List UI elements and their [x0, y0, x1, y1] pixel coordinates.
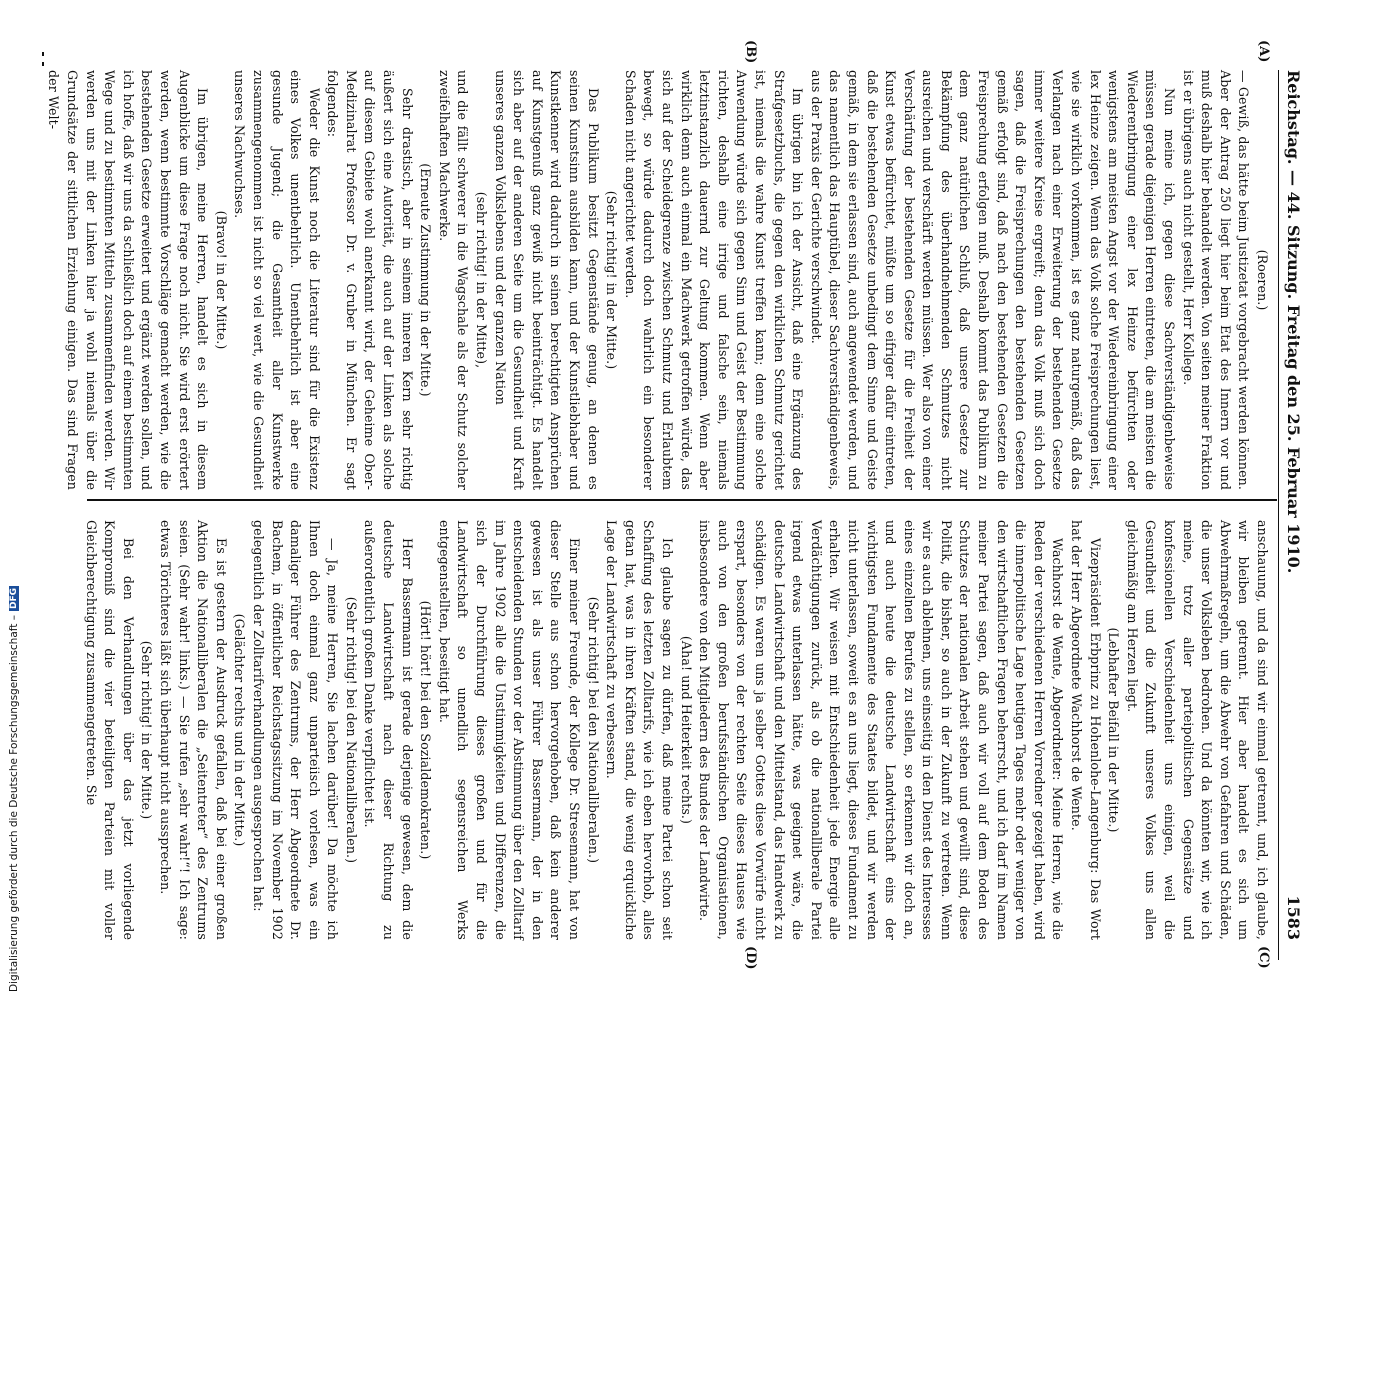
interjection: (Sehr richtig! in der Mitte.) — [604, 190, 620, 370]
margin-marker-b: (B) — [743, 40, 758, 64]
interjection: (Hört! hört! bei den Sozialdemokraten.) — [418, 600, 434, 860]
paragraph: — Gewiß, das hätte beim Justizetat vorgebracht werden können. Aber der Antrag 250 liegt hier beim Etat des Innern vor und muß deshalb hier behandelt werden. Von seiten meiner Fraktion ist er übrigens auch nicht gestellt, Herr Kollege. — [1180, 70, 1252, 490]
header-rule — [1278, 70, 1279, 960]
paragraph: — Ja, meine Herren, Sie lachen darüber! Da möchte ich Ihnen doch einmal ganz unparteiisch vorlesen, was ein damaliger Führer des Zentrums, der Herr Abgeordnete Dr. Bachem, in öffentlicher Reichstagssitzung im November 1902 gelegentlich der Zolltarifverhandlungen ausgesprochen hat: — [250, 520, 341, 940]
paragraph: Herr Bassermann ist gerade derjenige gewesen, dem die deutsche Landwirtschaft nach dieser Richtung zu außerordentlich großem Danke verpflichtet ist. — [362, 520, 415, 940]
paragraph: Im übrigen bin ich der Ansicht, daß eine Ergänzung des Strafgesetzbuchs, die gegen den wirklichen Schmutz gerichtet ist, niemals die wahre Kunst treffen kann; denn eine solche Anwendung würde sich gegen Sinn und Geist der Bestimmung richten, deshalb eine irrige und falsche sein, niemals letztinstanzlich dauernd zur Geltung kommen. Wenn aber wirklich denn auch einmal ein Machwerk getroffen würde, das sich auf der Scheidegrenze zwischen Schmutz und Erlaubtem bewegt, so würde dadurch doch wahrlich ein besonderer Schaden nicht angerichtet werden. — [622, 70, 806, 490]
margin-marker-a: (A) — [1256, 40, 1271, 63]
paragraph: anschauung, und da sind wir einmal getrennt, und, ich glaube, wir bleiben getrennt. Hier aber handelt es sich um Abwehrmaßregeln, um die Abwehr von Gefahren und Schäden, die unser Volksleben bedrohen. Und da könnten wir, wie ich meine, trotz aller parteipolitischen Gegensätze und konfessionellen Verschiedenheit uns einigen, weil die Gesundheit und die Zukunft unseres Volkes uns allen gleichmäßig am Herzen liegt. — [1124, 520, 1270, 940]
dfg-logo: DFG — [9, 588, 19, 610]
paragraph: Wachhorst de Wente, Abgeordneter: Meine Herren, wie die Reden der verschiedenen Herren Vorredner gezeigt haben, wird die innerpolitische Lage heutigen Tages mehr oder weniger von den wirtschaftlichen Fragen beherrscht, und ich darf im Namen meiner Partei sagen, daß auch wir voll auf dem Boden des Schutzes der nationalen Arbeit stehen und gewillt sind, diese Politik, die bisher, so auch in der Zukunft zu vertreten. Wenn wir es auch ablehnen, uns einseitig in den Dienst des Interesses eines einzelnen Berufes zu stellen, so erkennen wir doch an, und auch heute die deutsche Landwirtschaft eins der wichtigsten Fundamente des Staates bildet, und wir werden nicht unterlassen, soweit es an uns liegt, dieses Fundament zu erhalten. Wir weisen mit Entschiedenheit jede Energie alle Verdächtigungen zurück, als ob die nationalliberale Partei irgend etwas unterlassen hätte, was geeignet wäre, die deutsche Landwirtschaft und den Mittelstand, das Handwerk zu schädigen. Es waren uns ja selber Gottes diese Vorwürfe nicht erspart, besonders von der rechten Seite dieses Hauses wie auch von den großen berufsständischen Organisationen, insbesondere von den Mitgliedern des Bundes der Landwirte. — [697, 520, 1066, 940]
left-column — [44, 70, 1271, 490]
interjection: (Sehr richtig! in der Mitte.) — [139, 640, 155, 820]
footer-credit — [8, 0, 28, 1000]
page-number: 1583 — [1284, 895, 1304, 940]
interjection: (Sehr richtig! bei den Nationalliberalen.) — [343, 596, 359, 864]
paragraph: Ich glaube sagen zu dürfen, daß meine Partei schon seit Schaffung des letzten Zolltarifs, wie ich eben hervorhob, alles getan hat, was in ihren Kräften stand, die wenig erquickliche Lage der Landwirtschaft zu verbessern. — [604, 520, 675, 940]
margin-marker-c: (C) — [1256, 946, 1271, 969]
footer-credit-line — [8, 0, 20, 1000]
quotation: Es ist gestern der Ausdruck gefallen, daß bei einer großen Aktion die Nationalliberalen die „Seitentreter“ des Zentrums seien. (Sehr wahr! links.) — Sie rufen „sehr wahr!“! Ich sage: etwas Törichteres läßt sich überhaupt nicht aussprechen. — [157, 520, 229, 940]
speaker-announcement: Vizepräsident Erbprinz zu Hohenlohe-Langenburg: Das Wort hat der Herr Abgeordnete Wachhorst de Wente. — [1069, 520, 1103, 940]
header-title: Reichstag. — 44. Sitzung. Freitag den 25. Februar 1910. — [1284, 70, 1304, 574]
paragraph: und die fällt schwerer in die Wagschale als der Schutz solcher zweifelhaften Machwerke. — [436, 70, 471, 490]
column-divider — [87, 499, 1277, 501]
interjection: (Gelächter rechts und in der Mitte.) — [232, 613, 248, 847]
running-header — [1281, 70, 1307, 940]
interjection: (Lebhafter Beifall in der Mitte.) — [1106, 627, 1122, 833]
interjection: (Aha! und Heiterkeit rechts.) — [678, 635, 694, 825]
interjection: (Erneute Zustimmung in der Mitte.) — [418, 163, 434, 397]
margin-marker-d: (D) — [743, 946, 758, 970]
quotation: Weder die Kunst noch die Literatur sind für die Existenz eines Volkes unentbehrlich. Unentbehrlich ist aber eine gesunde Jugend; die Gesamtheit aller Kunstwerke zusammengenommen ist nicht so viel wert, wie die Gesundheit unseres Nachwuchses. — [232, 70, 322, 490]
interjection: (sehr richtig! in der Mitte), — [474, 191, 490, 369]
paragraph: Sehr drastisch, aber in seinem inneren Kern sehr richtig äußert sich eine Autorität, die auch auf der Linken als solche auf diesem Gebiete wohl anerkannt wird, der Geheime Ober-Medizinalrat Professor Dr. v. Gruber in München. Er sagt folgendes: — [325, 70, 415, 490]
paragraph: Das Publikum besitzt Gegenstände genug, an denen es seinen Kunstsinn ausbilden kann, und der Kunstliebhaber und Kunstkenner wird dadurch in seinen berechtigten Ansprüchen auf Kunstgenuß ganz gewiß nicht beeinträchtigt. Es handelt sich aber auf der anderen Seite um die Gesundheit und Kraft unseres ganzen Volkslebens und der ganzen Nation — [492, 70, 601, 490]
paragraph: Bei den Verhandlungen über das jetzt vorliegende Kompromiß sind die vier beteiligten Parteien mit voller Gleichberechtigung zusammengetreten. Sie — [83, 520, 136, 940]
interjection: (Sehr richtig! bei den Nationalliberalen.) — [585, 596, 601, 864]
interjection: (Bravo! in der Mitte.) — [213, 210, 229, 350]
right-column — [81, 520, 1271, 940]
speaker-marker: (Roeren.) — [1255, 249, 1270, 311]
paragraph: Nun meine ich, gegen diese Sachverständigenbeweise müssen gerade diejenigen Herren eintreten, die am meisten die Wiederentbringung einer lex Heinze befürchten oder wenigstens am meisten Angst vor der Wiedereinbringung einer lex Heinze zeigen. Wenn das Volk solche Freisprechungen liest, wie sie wirklich vorkommen, ist es ganz naturgemäß, daß das Verlangen nach einer Erweiterung der bestehenden Gesetze immer weitere Kreise ergreift; denn das Volk muß sich doch sagen, daß die Freisprechungen den bestehenden Gesetzen gemäß erfolgt sind, daß nach den bestehenden Gesetzen die Freisprechung erfolgen muß. Deshalb kommt das Publikum zu dem ganz natürlichen Schluß, daß unsere Gesetze zur Bekämpfung des überhandnehmenden Schmutzes nicht ausreichen und verschärft werden müssen. Wer also von einer Verschärfung der bestehenden Gesetze für die Freiheit der Kunst etwas befürchtet, müßte um so eifriger dafür eintreten, daß die bestehenden Gesetze unbedingt dem Sinne und Geiste gemäß, in dem sie erlassen sind, auch angewendet werden, und das namentlich das Hauptübel, dieser Sachverständigenbeweis, aus der Praxis der Gerichte verschwindet. — [808, 70, 1178, 490]
paragraph: Einer meiner Freunde, der Kollege Dr. Stresemann, hat von dieser Stelle aus schon hervorgehoben, daß kein anderer gewesen ist als unser Führer Bassermann, der in den entscheidenden Stunden vor der Abstimmung über den Zolltarif im Jahre 1902 alle die Unstimmigkeiten und Differenzen, die sich der Durchführung dieses großen und für die Landwirtschaft so unendlich segensreichen Werks entgegenstellten, beseitigt hat. — [436, 520, 583, 940]
footer-text: Digitalisierung gefördert durch die Deutsche Forschungsgemeinschaft – — [8, 615, 20, 992]
paragraph: Im übrigen, meine Herren, handelt es sich in diesem Augenblicke um diese Frage noch nicht. Sie wird erst erörtert werden, wenn bestimmte Vorschläge gemacht werden, wie die bestehenden Gesetze erweitert und ergänzt werden sollen, und ich hoffe, daß wir uns da schließlich doch auf einem bestimmten Wege und zu bestimmten Mitteln zusammenfinden werden. Wir werden uns mit der Linken hier ja wohl niemals über die Grundsätze der sittlichen Erziehung einigen. Das sind Fragen der Welt- — [46, 70, 211, 490]
